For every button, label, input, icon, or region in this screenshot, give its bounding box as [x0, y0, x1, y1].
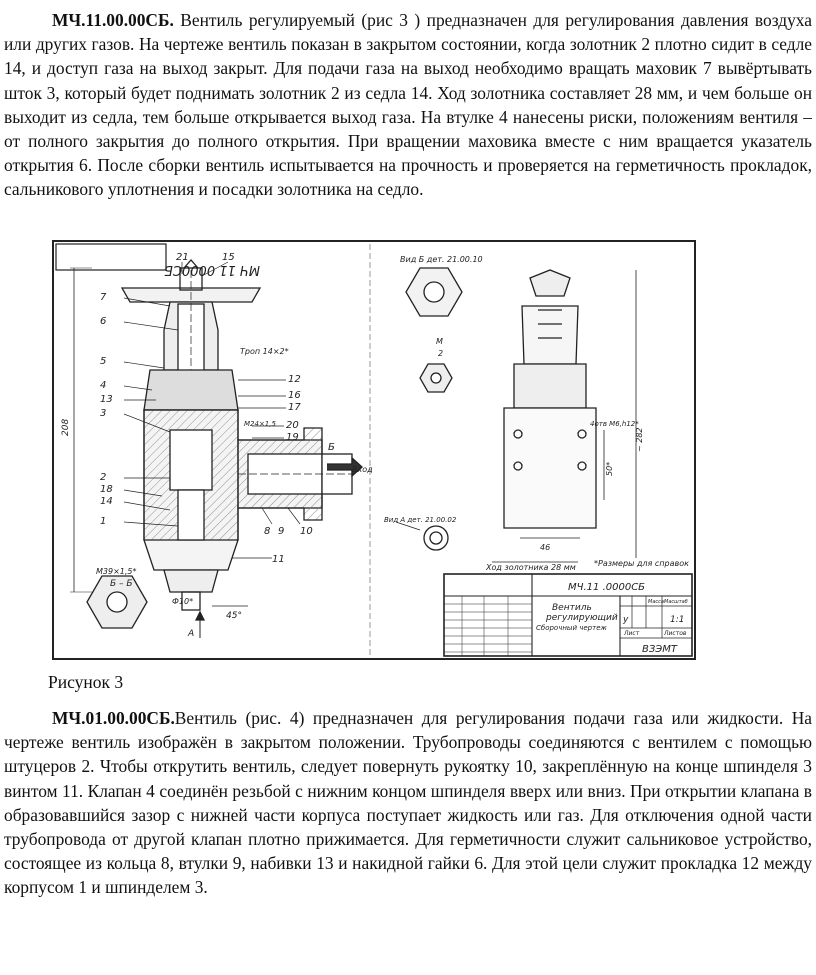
label-18: 18: [100, 484, 113, 495]
tb-name-3: Сборочный чертеж: [536, 624, 607, 632]
label-19: 19: [286, 432, 299, 443]
tb-sheets: Листов: [664, 630, 687, 637]
label-2: 2: [100, 472, 107, 483]
tb-col-mass: Масса: [648, 599, 664, 605]
drawing-svg: [52, 240, 696, 660]
label-8: 8: [264, 526, 271, 537]
assembly-code-1: МЧ.11.00.00СБ.: [52, 10, 174, 30]
label-b: Б: [328, 442, 335, 453]
paragraph-1-text: Вентиль регулируемый (рис 3 ) предназначен для регулирования давления воздуха или других газов. На чертеже вентиль показан в закрытом состоянии, когда золотник 2 плотно сидит в седле 14, и доступ газа на выход закрыт. Для подачи газа на выход необходимо вращать маховик 7 вывёртывать шток 3, который будет поднимать золотник 2 из седла 14. Ход золотника составляет 28 мм, и чем больше он выходит из седла, тем больше открывается выход газа. На втулке 4 нанесены риски, положениям вентиля – от полного закрытия до полного открытия. При вращении маховика вместе с ним вращается указатель открытия 6. После сборки вентиль испытывается на прочность и проверяется на герметичность прокладок, сальникового уплотнения и посадки золотника на седло.: [4, 10, 812, 200]
label-17: 17: [288, 402, 301, 413]
label-3: 3: [100, 408, 107, 419]
label-6: 6: [100, 316, 107, 327]
label-13: 13: [100, 394, 113, 405]
label-section-bb: Б – Б: [110, 579, 133, 589]
label-12: 12: [288, 374, 301, 385]
paragraph-2-text: Вентиль (рис. 4) предназначен для регулирования подачи газа или жидкости. На чертеже вентиль изображён в закрытом положении. Трубопроводы соединяются с вентилем с помощью штуцеров 2. Чтобы открутить вентиль, следует повернуть рукоятку 10, закреплённую на конце шпинделя 3 винтом 11. Клапан 4 соединён резьбой с нижним концом шпинделя вверх или вниз. При открытии клапана в образовавшийся зазор с нижней части корпуса поступает жидкость или газ. Для отключения одной части трубопровода от другой клапан плотно прижимается. Для герметичности служит сальниковое устройство, состоящее из кольца 8, втулки 9, набивки 13 и накидной гайки 6. Для этой цели служит прокладка 12 между корпусом 1 и шпинделем 3.: [4, 708, 812, 898]
label-dim208: 208: [61, 418, 71, 436]
tb-name-1: Вентиль: [552, 603, 592, 613]
figure-caption: Рисунок 3: [48, 672, 124, 692]
label-7: 7: [100, 292, 107, 303]
label-5: 5: [100, 356, 107, 367]
tb-scale: 1:1: [670, 615, 685, 625]
tb-designation: МЧ.11 .0000СБ: [568, 582, 646, 593]
tb-letter: у: [623, 615, 629, 625]
label-stroke: Ход золотника 28 мм: [486, 563, 576, 572]
label-trop: Троп 14×2*: [240, 347, 289, 356]
tb-name-2: регулирующий: [546, 613, 618, 623]
label-m24: М24×1,5: [244, 420, 276, 428]
paragraph-description-2: [4, 706, 812, 900]
label-holes: 4отв М6,h12*: [590, 420, 639, 428]
label-20: 20: [286, 420, 299, 431]
label-14: 14: [100, 496, 113, 507]
label-vkhod: Вход: [352, 465, 373, 474]
assembly-code-2: МЧ.01.00.00СБ.: [52, 708, 175, 728]
label-a: А: [188, 629, 195, 639]
label-frac-top: М: [436, 337, 443, 346]
stamp-box: [56, 244, 166, 270]
label-dim50: 50*: [605, 461, 614, 476]
label-16: 16: [288, 390, 301, 401]
label-frac-bottom: 2: [438, 349, 444, 358]
label-view-a: Вид А дет. 21.00.02: [384, 516, 457, 524]
tb-sheet: Лист: [624, 630, 640, 637]
label-9: 9: [278, 526, 285, 537]
label-15: 15: [222, 252, 235, 263]
label-4: 4: [100, 380, 107, 391]
label-10: 10: [300, 526, 313, 537]
label-45deg: 45°: [226, 611, 242, 621]
label-dim282: ~ 282: [635, 427, 644, 452]
label-view-b: Вид Б дет. 21.00.10: [400, 255, 483, 264]
stamp-mirrored: МЧ 11 0000СБ: [163, 262, 260, 277]
label-11: 11: [272, 554, 285, 565]
tb-org: ВЗЭМТ: [642, 644, 677, 655]
paragraph-description-1: [4, 8, 812, 202]
label-dim46: 46: [540, 543, 551, 552]
tb-col-scale: Масштаб: [664, 599, 688, 605]
label-21: 21: [176, 252, 189, 263]
label-m39: М39×1,5*: [96, 567, 137, 576]
label-1: 1: [100, 516, 107, 527]
label-phi10: Ф10*: [172, 597, 194, 606]
assembly-drawing: [52, 240, 696, 660]
label-ref-note: *Размеры для справок: [594, 559, 689, 568]
